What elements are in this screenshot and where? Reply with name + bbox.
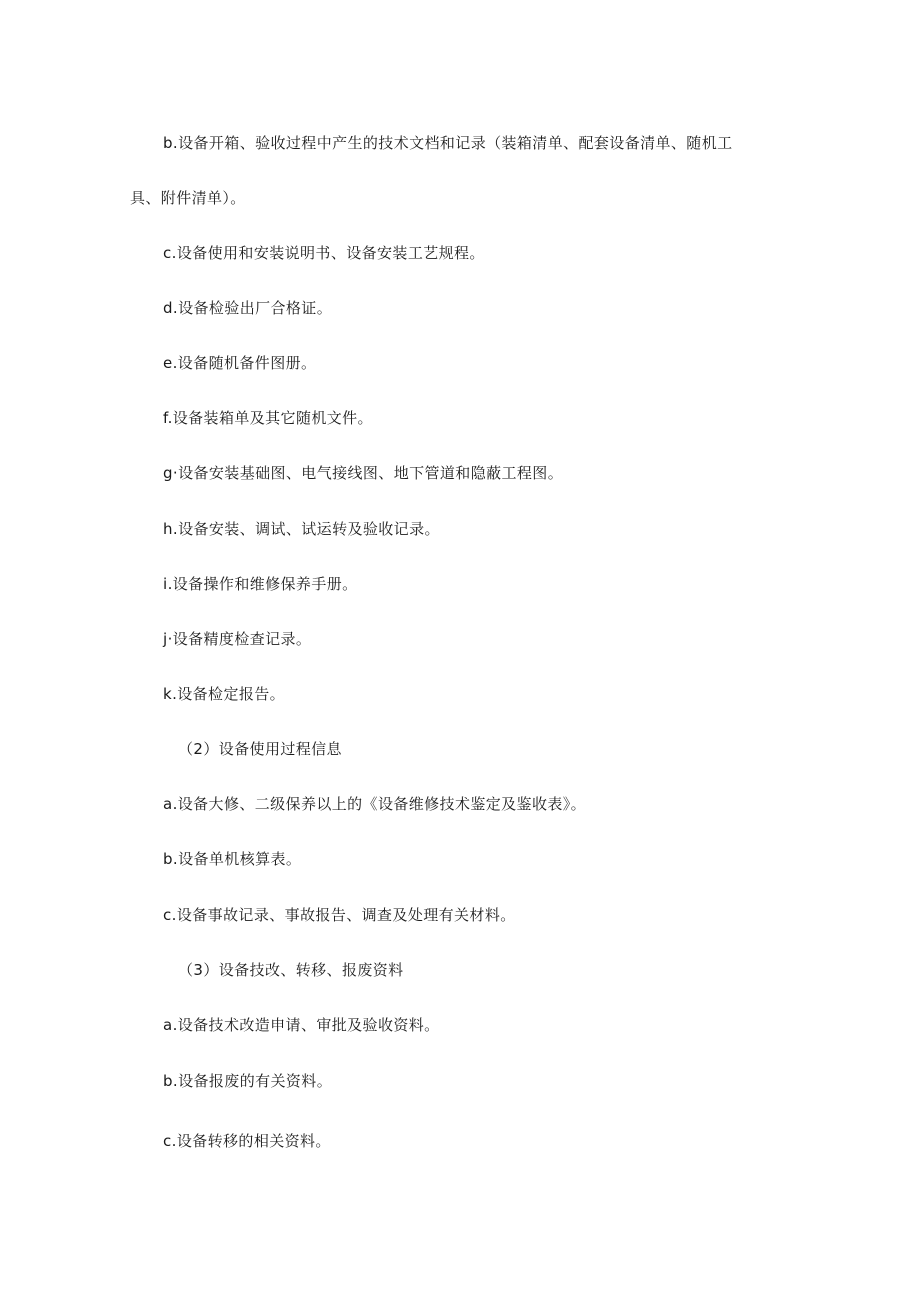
item-d: d.设备检验出厂合格证。 (163, 299, 333, 317)
item-b-line1: b.设备开箱、验收过程中产生的技术文档和记录（装箱清单、配套设备清单、随机工 (163, 134, 733, 152)
item-h: h.设备安装、调试、试运转及验收记录。 (163, 520, 440, 538)
section-2-heading: （2）设备使用过程信息 (178, 740, 342, 758)
section-3-heading: （3）设备技改、转移、报废资料 (178, 961, 404, 979)
item-g: g·设备安装基础图、电气接线图、地下管道和隐蔽工程图。 (163, 464, 564, 482)
item-b-line2: 具、附件清单）。 (130, 189, 246, 207)
section-2-item-b: b.设备单机核算表。 (163, 850, 302, 868)
section-2-item-c: c.设备事故记录、事故报告、调查及处理有关材料。 (163, 906, 516, 924)
item-c: c.设备使用和安装说明书、设备安装工艺规程。 (163, 244, 485, 262)
section-2-item-a: a.设备大修、二级保养以上的《设备维修技术鉴定及鉴收表》。 (163, 795, 587, 813)
section-3-item-a: a.设备技术改造申请、审批及验收资料。 (163, 1016, 440, 1034)
item-k: k.设备检定报告。 (163, 685, 286, 703)
item-f: f.设备装箱单及其它随机文件。 (163, 409, 373, 427)
item-i: i.设备操作和维修保养手册。 (163, 575, 358, 593)
item-e: e.设备随机备件图册。 (163, 354, 317, 372)
item-j: j·设备精度检查记录。 (163, 630, 312, 648)
section-3-item-c: c.设备转移的相关资料。 (163, 1132, 331, 1150)
section-3-item-b: b.设备报废的有关资料。 (163, 1072, 333, 1090)
